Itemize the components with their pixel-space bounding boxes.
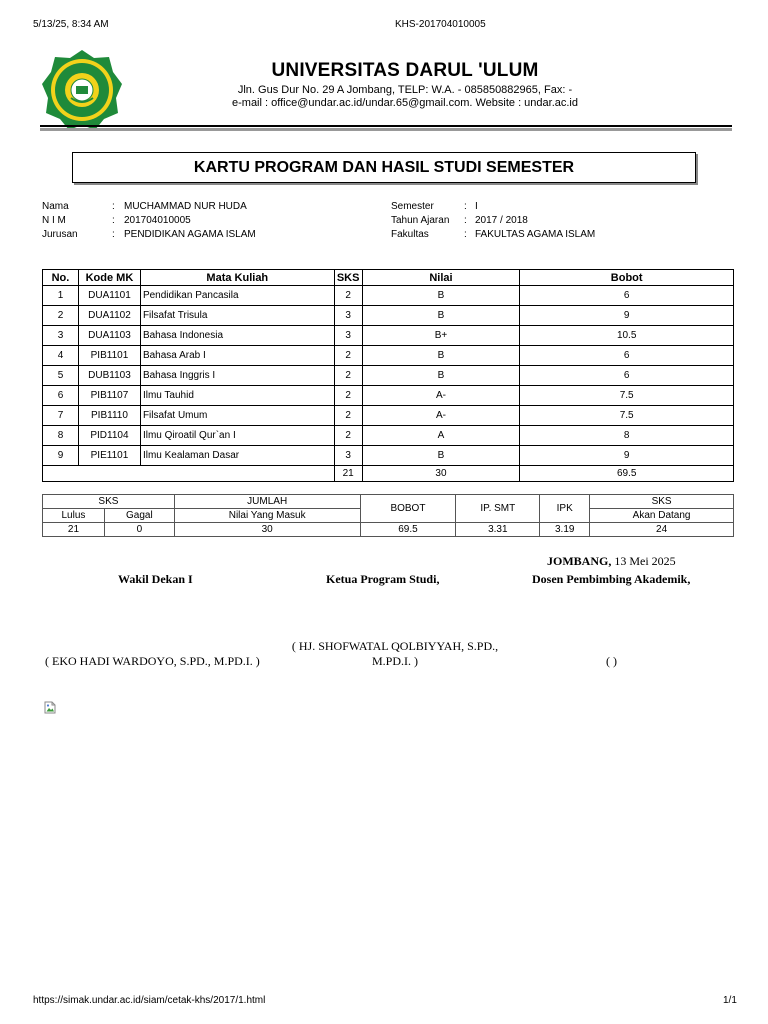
cell-bobot: 8 [520,426,734,446]
colon: : [112,201,115,212]
cell-kode: PIB1101 [78,346,140,366]
cell-no: 8 [43,426,79,446]
courses-table [42,269,734,482]
summary-gagal-value: 0 [104,523,174,537]
cell-mata-kuliah: Ilmu Kealaman Dasar [140,446,334,466]
document-title: KARTU PROGRAM DAN HASIL STUDI SEMESTER [72,152,696,183]
print-datetime: 5/13/25, 8:34 AM [33,19,109,30]
cell-mata-kuliah: Bahasa Inggris I [140,366,334,386]
summary-header-sks: SKS [43,495,175,509]
student-info [42,200,742,244]
total-row [43,466,734,482]
cell-kode: PIB1107 [78,386,140,406]
cell-kode: DUB1103 [78,366,140,386]
cell-mata-kuliah: Ilmu Tauhid [140,386,334,406]
summary-ipsmt-value: 3.31 [456,523,540,537]
table-row [43,366,734,386]
cell-kode: PID1104 [78,426,140,446]
total-nilai: 30 [362,466,520,482]
cell-kode: PIE1101 [78,446,140,466]
courses-header-row [43,270,734,286]
col-header-nilai: Nilai [362,270,520,286]
total-bobot: 69.5 [520,466,734,482]
nama-label: Nama [42,201,69,212]
broken-image-icon [44,701,57,714]
cell-mata-kuliah: Ilmu Qiroatil Qur`an I [140,426,334,446]
tahun-label: Tahun Ajaran [391,215,450,226]
kaprodi-title: Ketua Program Studi, [326,572,440,586]
wakil-dekan-name: ( EKO HADI WARDOYO, S.PD., M.PD.I. ) [45,654,260,668]
cell-no: 7 [43,406,79,426]
cell-bobot: 7.5 [520,406,734,426]
nim-label: N I M [42,215,66,226]
cell-no: 3 [43,326,79,346]
cell-no: 6 [43,386,79,406]
colon: : [112,229,115,240]
nim-value: 201704010005 [124,215,191,226]
cell-sks: 3 [334,306,362,326]
cell-sks: 2 [334,386,362,406]
cell-kode: DUA1103 [78,326,140,346]
summary-value-row [43,523,734,537]
summary-header-lulus: Lulus [43,509,105,523]
jurusan-value: PENDIDIKAN AGAMA ISLAM [124,229,256,240]
cell-no: 9 [43,446,79,466]
header-divider [40,125,732,127]
cell-kode: DUA1101 [78,286,140,306]
colon: : [464,201,467,212]
cell-bobot: 7.5 [520,386,734,406]
semester-value: I [475,201,478,212]
print-page-title: KHS-201704010005 [395,19,486,30]
cell-mata-kuliah: Filsafat Trisula [140,306,334,326]
dosen-name: ( ) [606,654,617,668]
cell-bobot: 9 [520,446,734,466]
cell-nilai: A- [362,386,520,406]
summary-header-sks-next: SKS [590,495,734,509]
summary-header-ipsmt: IP. SMT [456,495,540,523]
print-page-count: 1/1 [723,995,737,1006]
fakultas-value: FAKULTAS AGAMA ISLAM [475,229,596,240]
summary-header-bobot: BOBOT [360,495,456,523]
cell-nilai: B [362,446,520,466]
fakultas-label: Fakultas [391,229,429,240]
address-line-1: Jln. Gus Dur No. 29 A Jombang, TELP: W.A. - 085850882965, Fax: - [237,84,573,96]
cell-no: 1 [43,286,79,306]
summary-jumlah-value: 30 [174,523,360,537]
cell-mata-kuliah: Bahasa Arab I [140,346,334,366]
summary-table [42,494,734,537]
table-row [43,446,734,466]
jurusan-label: Jurusan [42,229,78,240]
table-row [43,406,734,426]
cell-sks: 2 [334,406,362,426]
nama-value: MUCHAMMAD NUR HUDA [124,201,247,212]
total-sks: 21 [334,466,362,482]
cell-nilai: B [362,306,520,326]
summary-header-sks-next-sub: Akan Datang [590,509,734,523]
cell-no: 4 [43,346,79,366]
col-header-mata-kuliah: Mata Kuliah [140,270,334,286]
university-address [150,84,660,110]
university-seal-icon [40,48,124,132]
cell-nilai: B [362,286,520,306]
cell-sks: 2 [334,366,362,386]
summary-ipk-value: 3.19 [540,523,590,537]
kaprodi-name-line-1: ( HJ. SHOFWATAL QOLBIYYAH, S.PD., [291,639,499,653]
cell-kode: DUA1102 [78,306,140,326]
cell-no: 5 [43,366,79,386]
table-row [43,286,734,306]
summary-header-jumlah-sub: Nilai Yang Masuk [174,509,360,523]
cell-sks: 2 [334,346,362,366]
summary-header-row [43,495,734,509]
signature-date-value: 13 Mei 2025 [614,554,676,568]
summary-lulus-value: 21 [43,523,105,537]
cell-sks: 3 [334,446,362,466]
print-url: https://simak.undar.ac.id/siam/cetak-khs/2017/1.html [33,995,266,1006]
cell-mata-kuliah: Bahasa Indonesia [140,326,334,346]
summary-header-ipk: IPK [540,495,590,523]
dosen-title: Dosen Pembimbing Akademik, [532,572,691,586]
cell-sks: 3 [334,326,362,346]
kaprodi-name-line-2: M.PD.I. ) [371,654,418,668]
cell-bobot: 6 [520,346,734,366]
colon: : [464,229,467,240]
colon: : [112,215,115,226]
cell-nilai: A [362,426,520,446]
table-row [43,326,734,346]
col-header-sks: SKS [334,270,362,286]
kaprodi-name [280,639,510,669]
summary-header-gagal: Gagal [104,509,174,523]
university-name: UNIVERSITAS DARUL 'ULUM [271,60,539,81]
cell-nilai: B [362,366,520,386]
cell-sks: 2 [334,286,362,306]
cell-nilai: A- [362,406,520,426]
summary-sks-next-value: 24 [590,523,734,537]
tahun-value: 2017 / 2018 [475,215,528,226]
signature-date [547,554,676,569]
cell-bobot: 6 [520,366,734,386]
semester-label: Semester [391,201,434,212]
cell-mata-kuliah: Filsafat Umum [140,406,334,426]
summary-header-jumlah: JUMLAH [174,495,360,509]
col-header-kode: Kode MK [78,270,140,286]
col-header-bobot: Bobot [520,270,734,286]
table-row [43,346,734,366]
total-spacer [43,466,335,482]
header-divider-shadow [40,128,732,131]
cell-mata-kuliah: Pendidikan Pancasila [140,286,334,306]
cell-bobot: 9 [520,306,734,326]
cell-nilai: B+ [362,326,520,346]
cell-no: 2 [43,306,79,326]
signature-place: JOMBANG, [547,554,612,568]
colon: : [464,215,467,226]
cell-kode: PIB1110 [78,406,140,426]
cell-bobot: 10.5 [520,326,734,346]
wakil-dekan-title: Wakil Dekan I [118,572,193,586]
cell-sks: 2 [334,426,362,446]
cell-nilai: B [362,346,520,366]
summary-bobot-value: 69.5 [360,523,456,537]
table-row [43,426,734,446]
col-header-no: No. [43,270,79,286]
address-line-2: e-mail : office@undar.ac.id/undar.65@gmail.com. Website : undar.ac.id [232,97,578,109]
table-row [43,306,734,326]
cell-bobot: 6 [520,286,734,306]
table-row [43,386,734,406]
